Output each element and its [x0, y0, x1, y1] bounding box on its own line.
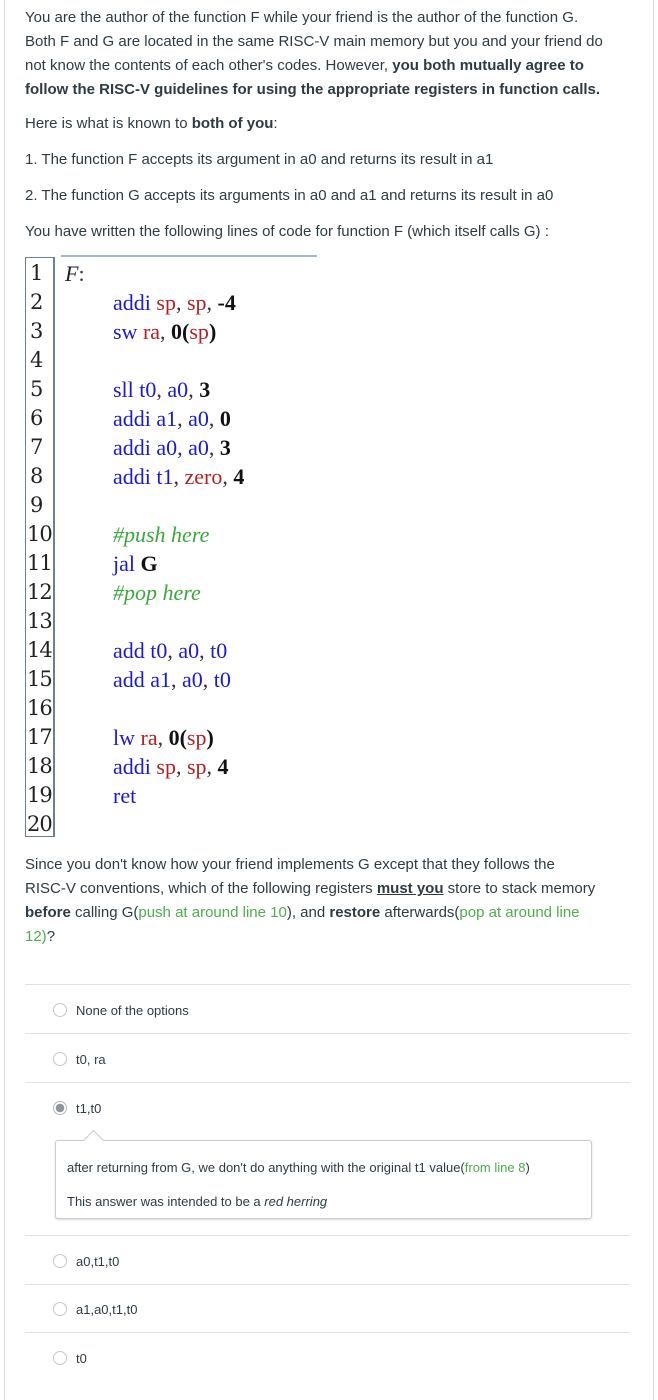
code-line-18: addi sp, sp, 4: [113, 754, 229, 779]
answer-option[interactable]: None of the options: [53, 1000, 189, 1020]
code-line-17: lw ra, 0(sp): [113, 725, 214, 750]
code-intro: You have written the following lines of code for function F (which itself calls G) :: [25, 223, 549, 240]
answer-option[interactable]: a0,t1,t0: [53, 1251, 119, 1271]
line-number: 14: [27, 638, 52, 662]
line-number: 17: [27, 725, 52, 749]
code-line-12-comment: #pop here: [113, 580, 201, 605]
code-line-11: jal G: [113, 551, 158, 576]
line-number: 5: [30, 377, 44, 401]
intro-line: You are the author of the function F while your friend is the author of the function G.: [25, 9, 579, 26]
code-line-8: addi t1, zero, 4: [113, 464, 245, 489]
option-divider: [25, 1284, 630, 1285]
code-line-5: sll t0, a0, 3: [113, 377, 211, 402]
radio-button[interactable]: [53, 1052, 67, 1066]
line-number: 4: [30, 348, 44, 372]
radio-button[interactable]: [53, 1302, 67, 1316]
answer-feedback-comment: [55, 1140, 592, 1219]
answer-option-selected[interactable]: t1,t0: [53, 1098, 101, 1118]
line-number: 12: [27, 580, 52, 604]
line-number: 19: [27, 783, 52, 807]
code-line-6: addi a1, a0, 0: [113, 406, 231, 431]
intro-line: follow the RISC-V guidelines for using the appropriate registers in function calls.: [25, 81, 601, 98]
line-number: 10: [27, 522, 52, 546]
option-divider: [25, 1033, 630, 1034]
line-number: 13: [27, 609, 52, 633]
feedback-line: after returning from G, we don't do anything with the original t1 value(from line 8): [67, 1160, 530, 1175]
known-heading: Here is what is known to both of you:: [25, 115, 278, 132]
code-line-14: add t0, a0, t0: [113, 638, 228, 663]
line-number: 2: [30, 290, 44, 314]
answer-option[interactable]: t0: [53, 1348, 87, 1368]
answer-option[interactable]: t0, ra: [53, 1049, 106, 1069]
radio-button[interactable]: [53, 1254, 67, 1268]
line-number: 3: [30, 319, 44, 343]
line-number: 20: [27, 812, 52, 836]
radio-button[interactable]: [53, 1351, 67, 1365]
fact-1: 1. The function F accepts its argument in a0 and returns its result in a1: [25, 151, 494, 168]
fact-2: 2. The function G accepts its arguments in a0 and a1 and returns its result in a0: [25, 187, 554, 204]
radio-button-selected[interactable]: [53, 1101, 67, 1115]
code-line-15: add a1, a0, t0: [113, 667, 231, 692]
code-line-7: addi a0, a0, 3: [113, 435, 231, 460]
line-number: 1: [30, 261, 44, 285]
option-divider: [25, 1082, 630, 1083]
code-block: [25, 255, 295, 840]
question-text: Since you don't know how your friend implements G except that they follows the RISC-V conventions, which of the following registers must you store to stack memory before calling G(push at around line 10), and restore afterwards(pop at around line 12)?: [25, 856, 596, 945]
feedback-line: This answer was intended to be a red herring: [67, 1194, 328, 1209]
option-divider: [25, 1332, 630, 1333]
line-number: 15: [27, 667, 52, 691]
code-line-2: addi sp, sp, -4: [113, 290, 236, 315]
code-line-3: sw ra, 0(sp): [113, 319, 217, 344]
option-divider: [25, 984, 630, 985]
line-number: 9: [30, 493, 44, 517]
answer-option[interactable]: a1,a0,t1,t0: [53, 1299, 137, 1319]
line-number: 11: [27, 551, 52, 575]
line-number: 16: [27, 696, 52, 720]
intro-line: Both F and G are located in the same RISC-V main memory but you and your friend do: [25, 33, 603, 50]
intro-paragraph: [25, 6, 630, 102]
line-number: 7: [30, 435, 44, 459]
intro-line: not know the contents of each other's codes. However, you both mutually agree to: [25, 57, 584, 74]
radio-button[interactable]: [53, 1003, 67, 1017]
line-number: 8: [30, 464, 44, 488]
code-line-1: F:: [65, 261, 85, 286]
code-top-border: [61, 255, 317, 257]
option-divider: [25, 1235, 630, 1236]
code-line-10-comment: #push here: [113, 522, 210, 547]
line-number: 18: [27, 754, 52, 778]
line-number: 6: [30, 406, 44, 430]
code-line-19: ret: [113, 783, 137, 808]
